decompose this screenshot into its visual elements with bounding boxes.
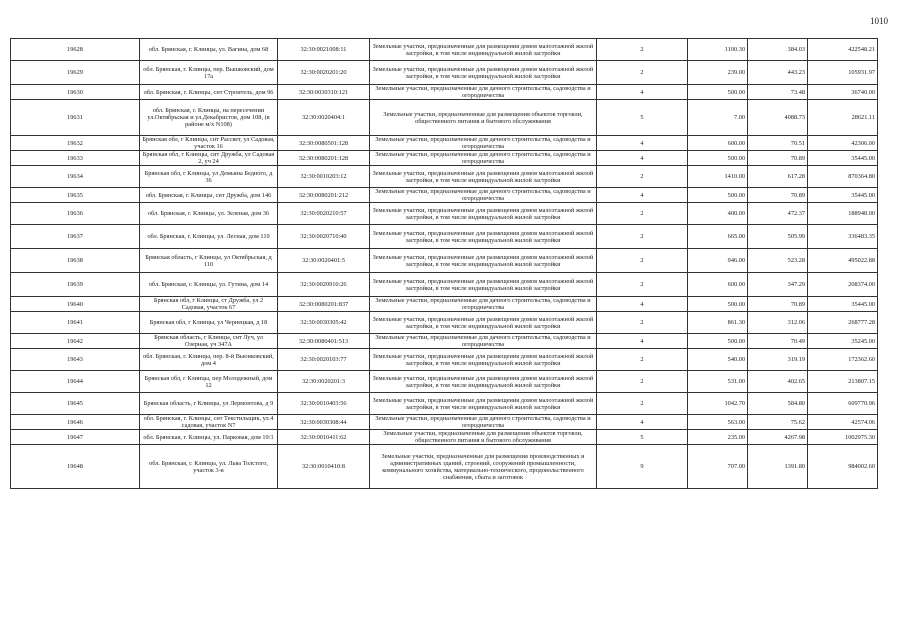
address-cell: обл. Брянская, г. Клинцы, ул. Льва Толстого, участок 3-в [140, 445, 278, 489]
area-cell: 665.00 [688, 225, 748, 249]
area-cell: 239.00 [688, 61, 748, 85]
row-number: 19634 [11, 166, 140, 188]
address-cell: Брянская обл, г Клинцы, снт Рассвет, ул Садовая, участок 16 [140, 136, 278, 151]
row-number: 19646 [11, 415, 140, 430]
area-cell: 1100.30 [688, 39, 748, 61]
cadastral-number-cell: 32:30:0030308:44 [278, 415, 370, 430]
address-cell: обл. Брянская, г. Клинцы, ул. Парковая, дом 19/1 [140, 430, 278, 445]
row-number: 19636 [11, 203, 140, 225]
address-cell: Брянская обл, г Клинцы, ул Чернецкая, д 18 [140, 312, 278, 334]
cadastral-number-cell: 32:30:0080401:513 [278, 334, 370, 349]
cadastral-value-cell: 268777.28 [808, 312, 878, 334]
table-row [11, 415, 878, 430]
address-cell: Брянская область, г Клинцы, снт Луч, ул Озерная, уч 347А [140, 334, 278, 349]
area-cell: 500.00 [688, 334, 748, 349]
land-use-cell: Земельные участки, предназначенные для размещения домов малоэтажной жилой застройки, в том числе индивидуальной жилой застройки [370, 249, 597, 273]
cadastral-number-cell: 32:30:0010203:12 [278, 166, 370, 188]
land-use-cell: Земельные участки, предназначенные для размещения объектов торговли, общественного питания и бытового обслуживания [370, 100, 597, 136]
address-cell: обл. Брянская, г. Клинцы, пер. 8-й Вьюнковский, дом 4 [140, 349, 278, 371]
table-row [11, 334, 878, 349]
row-number: 19638 [11, 249, 140, 273]
land-use-cell: Земельные участки, предназначенные для размещения производственных и административных зданий, строений, сооружений промышленности, коммунального хозяйства, материально-технического, продовольственного снабжения, сбыта и заготовок [370, 445, 597, 489]
row-number: 19644 [11, 371, 140, 393]
specific-value-cell: 4267.98 [748, 430, 808, 445]
specific-value-cell: 70.49 [748, 334, 808, 349]
address-cell: Брянская обл, г Клинцы, пер Молодежный, дом 12 [140, 371, 278, 393]
table-row [11, 166, 878, 188]
specific-value-cell: 617.28 [748, 166, 808, 188]
table-row [11, 151, 878, 166]
specific-value-cell: 319.19 [748, 349, 808, 371]
specific-value-cell: 75.62 [748, 415, 808, 430]
land-use-cell: Земельные участки, предназначенные для размещения домов малоэтажной жилой застройки, в том числе индивидуальной жилой застройки [370, 166, 597, 188]
specific-value-cell: 347.29 [748, 273, 808, 297]
cadastral-number-cell: 32:30:0030310:121 [278, 85, 370, 100]
row-number: 19628 [11, 39, 140, 61]
area-cell: 563.00 [688, 415, 748, 430]
group-cell: 5 [597, 100, 688, 136]
cadastral-number-cell: 32:30:0080201:128 [278, 151, 370, 166]
land-use-cell: Земельные участки, предназначенные для размещения домов малоэтажной жилой застройки, в том числе индивидуальной жилой застройки [370, 349, 597, 371]
cadastral-value-cell: 28621.11 [808, 100, 878, 136]
row-number: 19643 [11, 349, 140, 371]
cadastral-value-cell: 188948.00 [808, 203, 878, 225]
area-cell: 7.00 [688, 100, 748, 136]
area-cell: 600.00 [688, 273, 748, 297]
table-row [11, 349, 878, 371]
specific-value-cell: 73.48 [748, 85, 808, 100]
row-number: 19633 [11, 151, 140, 166]
address-cell: Брянская область, г Клинцы, ул Лермонтова, д 9 [140, 393, 278, 415]
specific-value-cell: 1391.80 [748, 445, 808, 489]
specific-value-cell: 70.89 [748, 188, 808, 203]
specific-value-cell: 70.89 [748, 297, 808, 312]
cadastral-value-cell: 105931.97 [808, 61, 878, 85]
land-use-cell: Земельные участки, предназначенные для размещения домов малоэтажной жилой застройки, в том числе индивидуальной жилой застройки [370, 273, 597, 297]
cadastral-value-cell: 35445.00 [808, 297, 878, 312]
cadastral-value-cell: 495022.88 [808, 249, 878, 273]
group-cell: 4 [597, 85, 688, 100]
cadastral-value-cell: 36740.00 [808, 85, 878, 100]
group-cell: 9 [597, 445, 688, 489]
land-use-cell: Земельные участки, предназначенные для дачного строительства, садоводства и огородничества [370, 151, 597, 166]
address-cell: обл. Брянская, г. Клинцы, на пересечении ул.Октябрьская и ул.Декабристов, дом 108, (в районе м/х N108) [140, 100, 278, 136]
row-number: 19641 [11, 312, 140, 334]
area-cell: 500.00 [688, 188, 748, 203]
land-use-cell: Земельные участки, предназначенные для дачного строительства, садоводства и огородничества [370, 136, 597, 151]
group-cell: 4 [597, 297, 688, 312]
area-cell: 500.00 [688, 297, 748, 312]
land-use-cell: Земельные участки, предназначенные для дачного строительства, садоводства и огородничества [370, 85, 597, 100]
group-cell: 2 [597, 393, 688, 415]
cadastral-number-cell: 32:30:0020201:3 [278, 371, 370, 393]
cadastral-number-cell: 32:30:0030305:42 [278, 312, 370, 334]
specific-value-cell: 505.99 [748, 225, 808, 249]
land-use-cell: Земельные участки, предназначенные для размещения домов малоэтажной жилой застройки, в том числе индивидуальной жилой застройки [370, 39, 597, 61]
row-number: 19645 [11, 393, 140, 415]
cadastral-number-cell: 32:30:0020710:40 [278, 225, 370, 249]
group-cell: 2 [597, 203, 688, 225]
land-use-cell: Земельные участки, предназначенные для размещения домов малоэтажной жилой застройки, в том числе индивидуальной жилой застройки [370, 371, 597, 393]
cadastral-number-cell: 32:30:0080201:212 [278, 188, 370, 203]
cadastral-number-cell: 32:30:0020404:1 [278, 100, 370, 136]
group-cell: 2 [597, 371, 688, 393]
address-cell: обл. Брянская, г. Клинцы, ул. Лесная, дом 119 [140, 225, 278, 249]
cadastral-value-table [10, 38, 878, 489]
group-cell: 4 [597, 188, 688, 203]
area-cell: 1410.00 [688, 166, 748, 188]
specific-value-cell: 472.37 [748, 203, 808, 225]
cadastral-number-cell: 32:30:0020910:26 [278, 273, 370, 297]
row-number: 19648 [11, 445, 140, 489]
cadastral-value-cell: 609770.96 [808, 393, 878, 415]
table-row [11, 249, 878, 273]
table-row [11, 188, 878, 203]
address-cell: обл. Брянская, г. Клинцы, ул. Гутина, дом 14 [140, 273, 278, 297]
table-row [11, 445, 878, 489]
group-cell: 2 [597, 39, 688, 61]
land-use-cell: Земельные участки, предназначенные для дачного строительства, садоводства и огородничества [370, 188, 597, 203]
table-row [11, 393, 878, 415]
specific-value-cell: 523.28 [748, 249, 808, 273]
cadastral-value-cell: 213807.15 [808, 371, 878, 393]
address-cell: Брянская обл, г Клинцы, ул Демьяна Бедного, д 36 [140, 166, 278, 188]
cadastral-number-cell: 32:30:0020210:57 [278, 203, 370, 225]
land-use-cell: Земельные участки, предназначенные для дачного строительства, садоводства и огородничества [370, 415, 597, 430]
cadastral-value-cell: 422548.21 [808, 39, 878, 61]
land-use-cell: Земельные участки, предназначенные для дачного строительства, садоводства и огородничества [370, 297, 597, 312]
specific-value-cell: 4088.73 [748, 100, 808, 136]
land-use-cell: Земельные участки, предназначенные для размещения домов малоэтажной жилой застройки, в том числе индивидуальной жилой застройки [370, 225, 597, 249]
area-cell: 500.00 [688, 151, 748, 166]
cadastral-value-cell: 35445.00 [808, 151, 878, 166]
specific-value-cell: 443.23 [748, 61, 808, 85]
cadastral-number-cell: 32:30:0010411:62 [278, 430, 370, 445]
cadastral-number-cell: 32:30:0080501:128 [278, 136, 370, 151]
row-number: 19637 [11, 225, 140, 249]
specific-value-cell: 312.06 [748, 312, 808, 334]
address-cell: обл. Брянская, г. Клинцы, пер. Вышковский, дом 17а [140, 61, 278, 85]
cadastral-value-cell: 35445.00 [808, 188, 878, 203]
group-cell: 4 [597, 415, 688, 430]
area-cell: 235.00 [688, 430, 748, 445]
cadastral-value-cell: 42574.06 [808, 415, 878, 430]
cadastral-number-cell: 32:30:0010403:56 [278, 393, 370, 415]
table-row [11, 225, 878, 249]
group-cell: 2 [597, 273, 688, 297]
row-number: 19647 [11, 430, 140, 445]
address-cell: обл. Брянская, г. Клинцы, снт Строитель, дом 96 [140, 85, 278, 100]
page-number: 1010 [870, 16, 888, 26]
cadastral-value-cell: 35245.00 [808, 334, 878, 349]
specific-value-cell: 70.89 [748, 151, 808, 166]
table-row [11, 61, 878, 85]
land-use-cell: Земельные участки, предназначенные для размещения домов малоэтажной жилой застройки, в том числе индивидуальной жилой застройки [370, 393, 597, 415]
row-number: 19630 [11, 85, 140, 100]
area-cell: 1042.70 [688, 393, 748, 415]
address-cell: обл. Брянская, г. Клинцы, снт Дружба, дом 146 [140, 188, 278, 203]
cadastral-number-cell: 32:30:0080201:837 [278, 297, 370, 312]
area-cell: 861.30 [688, 312, 748, 334]
address-cell: Брянская обл, г Клинцы, снт Дружба, ул Садовая 2, уч 24 [140, 151, 278, 166]
group-cell: 4 [597, 334, 688, 349]
specific-value-cell: 384.03 [748, 39, 808, 61]
cadastral-value-cell: 1002975.30 [808, 430, 878, 445]
group-cell: 2 [597, 349, 688, 371]
group-cell: 4 [597, 136, 688, 151]
cadastral-number-cell: 32:30:0020201:20 [278, 61, 370, 85]
area-cell: 600.00 [688, 136, 748, 151]
row-number: 19640 [11, 297, 140, 312]
table-row [11, 297, 878, 312]
group-cell: 5 [597, 430, 688, 445]
specific-value-cell: 402.65 [748, 371, 808, 393]
row-number: 19635 [11, 188, 140, 203]
table-row [11, 203, 878, 225]
table-row [11, 39, 878, 61]
area-cell: 500.00 [688, 85, 748, 100]
address-cell: Брянская обл, г Клинцы, ст Дружба, ул 2 Садовая, участок 67 [140, 297, 278, 312]
table-row [11, 312, 878, 334]
address-cell: обл. Брянская, г. Клинцы, ул. Вагина, дом 68 [140, 39, 278, 61]
table-row [11, 430, 878, 445]
table-row [11, 100, 878, 136]
address-cell: обл. Брянская, г. Клинцы, снт Текстильщик, ул.4 садовая, участок N7 [140, 415, 278, 430]
group-cell: 4 [597, 151, 688, 166]
table-row [11, 85, 878, 100]
row-number: 19629 [11, 61, 140, 85]
specific-value-cell: 70.51 [748, 136, 808, 151]
group-cell: 2 [597, 312, 688, 334]
cadastral-number-cell: 32:30:0021008:11 [278, 39, 370, 61]
row-number: 19632 [11, 136, 140, 151]
table-row [11, 136, 878, 151]
area-cell: 531.00 [688, 371, 748, 393]
cadastral-value-cell: 870364.80 [808, 166, 878, 188]
land-use-cell: Земельные участки, предназначенные для размещения домов малоэтажной жилой застройки, в том числе индивидуальной жилой застройки [370, 312, 597, 334]
area-cell: 707.00 [688, 445, 748, 489]
area-cell: 400.00 [688, 203, 748, 225]
row-number: 19631 [11, 100, 140, 136]
cadastral-number-cell: 32:30:0020401:5 [278, 249, 370, 273]
land-use-cell: Земельные участки, предназначенные для размещения домов малоэтажной жилой застройки, в том числе индивидуальной жилой застройки [370, 203, 597, 225]
row-number: 19639 [11, 273, 140, 297]
address-cell: обл. Брянская, г. Клинцы, ул. Зеленая, дом 36 [140, 203, 278, 225]
address-cell: Брянская область, г Клинцы, ул Октябрьская, д 110 [140, 249, 278, 273]
cadastral-value-cell: 42306.00 [808, 136, 878, 151]
area-cell: 946.00 [688, 249, 748, 273]
specific-value-cell: 584.80 [748, 393, 808, 415]
land-use-cell: Земельные участки, предназначенные для размещения объектов торговли, общественного питания и бытового обслуживания [370, 430, 597, 445]
table-row [11, 371, 878, 393]
area-cell: 540.00 [688, 349, 748, 371]
group-cell: 2 [597, 249, 688, 273]
cadastral-value-cell: 208374.00 [808, 273, 878, 297]
cadastral-value-cell: 172362.60 [808, 349, 878, 371]
cadastral-number-cell: 32:30:0020103:77 [278, 349, 370, 371]
land-use-cell: Земельные участки, предназначенные для дачного строительства, садоводства и огородничества [370, 334, 597, 349]
land-use-cell: Земельные участки, предназначенные для размещения домов малоэтажной жилой застройки, в том числе индивидуальной жилой застройки [370, 61, 597, 85]
row-number: 19642 [11, 334, 140, 349]
group-cell: 2 [597, 225, 688, 249]
group-cell: 2 [597, 166, 688, 188]
cadastral-number-cell: 32:30:0010410:8 [278, 445, 370, 489]
table-row [11, 273, 878, 297]
group-cell: 2 [597, 61, 688, 85]
cadastral-value-cell: 984002.60 [808, 445, 878, 489]
cadastral-value-cell: 336483.35 [808, 225, 878, 249]
